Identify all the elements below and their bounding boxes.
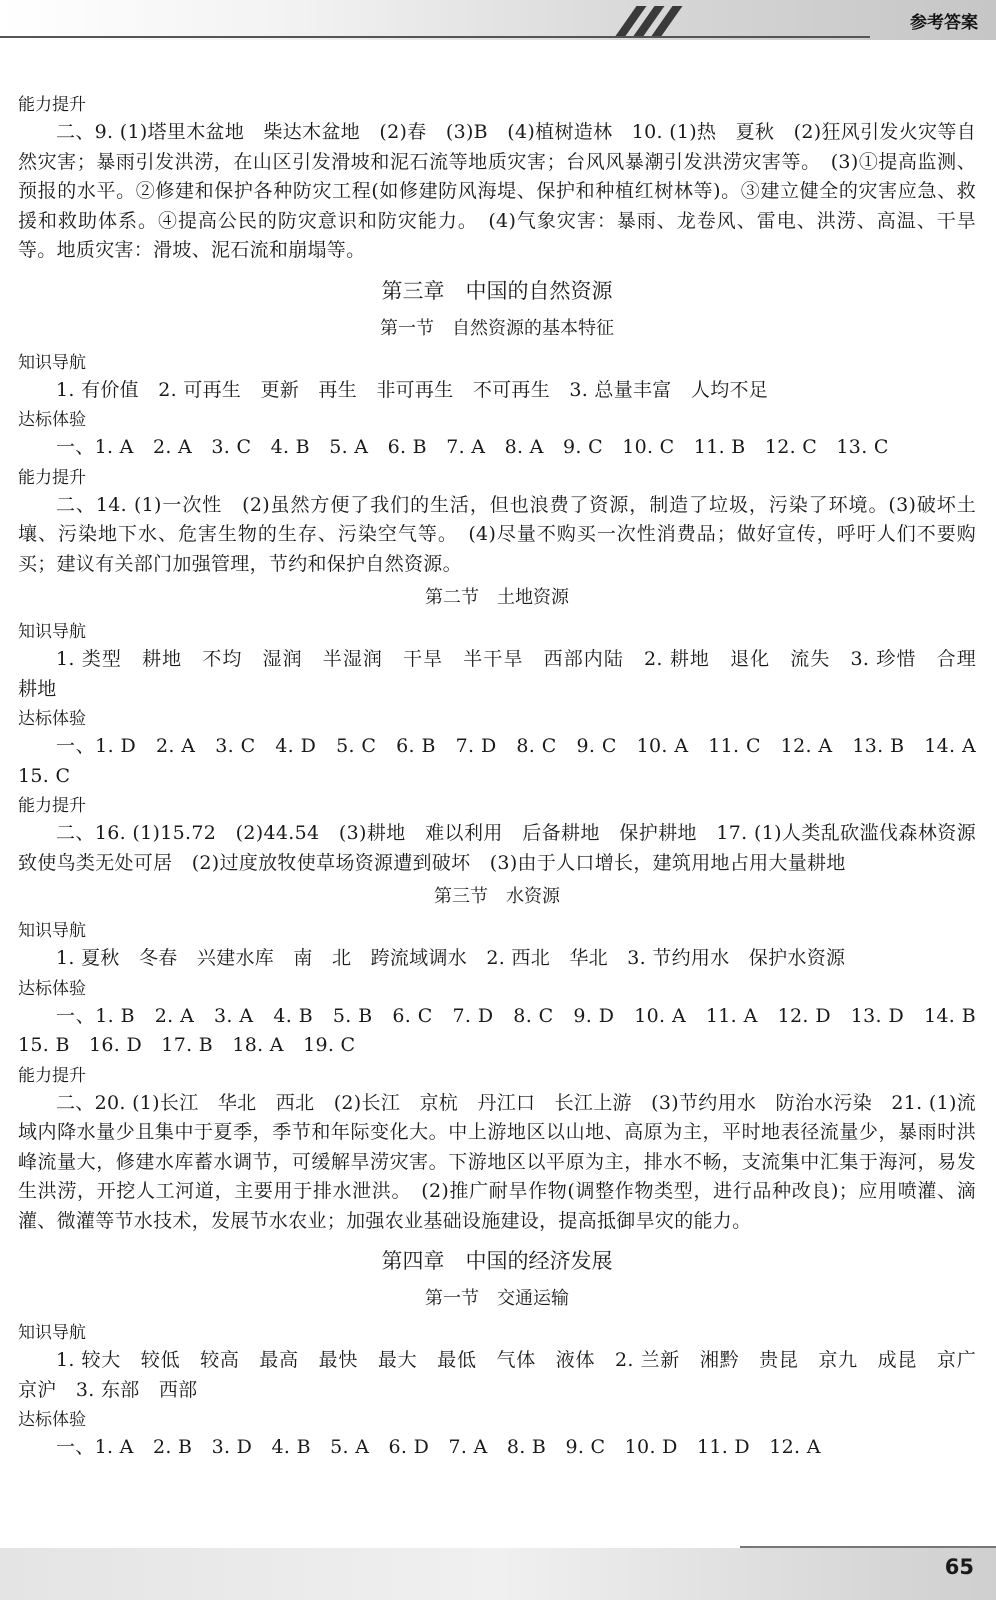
header-title: 参考答案 (910, 13, 978, 33)
answer-paragraph: 一、1. A 2. A 3. C 4. B 5. A 6. B 7. A 8. A 9. C 10. C 11. B 12. C 13. C (56, 436, 889, 458)
page-number: 65 (944, 1555, 974, 1579)
answer-paragraph: 1. 夏秋 冬春 兴建水库 南 北 跨流域调水 2. 西北 华北 3. 节约用水 保护水资源 (56, 947, 846, 969)
section-label: 达标体验 (18, 410, 86, 430)
header-rule (0, 36, 870, 38)
section-label: 能力提升 (18, 95, 86, 115)
answer-content (18, 92, 996, 1465)
header-band (0, 0, 996, 40)
section-label: 达标体验 (18, 709, 86, 729)
answer-paragraph: 二、20. (1)长江 华北 西北 (2)长江 京杭 丹江口 长江上游 (3)节约用水 防治水污染 21. (1)流域内降水量少且集中于夏季，季节和年际变化大。中上游地区以山地、高原为主，平时地表径流量少，暴雨时洪峰流量大，修建水库蓄水调节，可缓解旱涝灾害。下游地区以平原为主，排水不畅，支流集中汇集于海河，易发生洪涝，开挖人工河道，主要用于排水泄洪。 (2)推广耐旱作物(调整作物类型，进行品种改良)；应用喷灌、滴灌、微灌等节水技术，发展节水农业；加强农业基础设施建设，提高抵御旱灾的能力。 (18, 1091, 976, 1232)
answer-paragraph: 一、1. D 2. A 3. C 4. D 5. C 6. B 7. D 8. C 9. C 10. A 11. C 12. A 13. B 14. A 15. C (18, 735, 996, 787)
section-title: 第三节 水资源 (434, 886, 560, 907)
section-label: 能力提升 (18, 796, 86, 816)
section-label: 知识导航 (18, 1323, 86, 1343)
answer-paragraph: 一、1. B 2. A 3. A 4. B 5. B 6. C 7. D 8. C 9. D 10. A 11. A 12. D 13. D 14. B 15. B 16. D 17. B 18. A 19. C (18, 1004, 996, 1056)
section-title: 第一节 自然资源的基本特征 (380, 317, 614, 339)
section-label: 达标体验 (18, 978, 86, 999)
answer-paragraph: 二、16. (1)15.72 (2)44.54 (3)耕地 难以利用 后备耕地 保护耕地 17. (1)人类乱砍滥伐森林资源致使鸟类无处可居 (2)过度放牧使草场资源遭到破坏 (3)由于人口增长，建筑用地占用大量耕地 (18, 822, 976, 874)
answer-paragraph: 二、9. (1)塔里木盆地 柴达木盆地 (2)春 (3)B (4)植树造林 10. (1)热 夏秋 (2)狂风引发火灾等自然灾害；暴雨引发洪涝，在山区引发滑坡和泥石流等地质灾害；台风风暴潮引发洪涝灾害等。 (3)①提高监测、预报的水平。②修建和保护各种防灾工程(如修建防风海堤、保护和种植红树林等)。③建立健全的灾害应急、救援和救助体系。④提高公民的防灾意识和防灾能力。 (4)气象灾害：暴雨、龙卷风、雷电、洪涝、高温、干旱等。地质灾害：滑坡、泥石流和崩塌等。 (18, 121, 976, 261)
section-label: 知识导航 (18, 921, 86, 941)
section-label: 知识导航 (18, 352, 86, 373)
footer-band (0, 1548, 996, 1600)
section-label: 能力提升 (18, 1065, 86, 1086)
section-title: 第一节 交通运输 (425, 1288, 569, 1309)
chapter-title: 第四章 中国的经济发展 (381, 1249, 613, 1273)
answer-paragraph: 一、1. A 2. B 3. D 4. B 5. A 6. D 7. A 8. B 9. C 10. D 11. D 12. A (56, 1436, 821, 1458)
footer-rule (740, 1546, 996, 1548)
answer-paragraph: 二、14. (1)一次性 (2)虽然方便了我们的生活，但也浪费了资源，制造了垃圾，污染了环境。(3)破坏土壤、污染地下水、危害生物的生存、污染空气等。 (4)尽量不购买一次性消费品；做好宣传，呼吁人们不要购买；建议有关部门加强管理，节约和保护自然资源。 (18, 493, 976, 575)
answer-paragraph: 1. 较大 较低 较高 最高 最快 最大 最低 气体 液体 2. 兰新 湘黔 贵昆 京九 成昆 京广 京沪 3. 东部 西部 (18, 1349, 996, 1401)
section-label: 达标体验 (18, 1410, 86, 1430)
section-title: 第二节 土地资源 (425, 587, 569, 608)
section-label: 能力提升 (18, 467, 86, 488)
answer-paragraph: 1. 类型 耕地 不均 湿润 半湿润 干旱 半干旱 西部内陆 2. 耕地 退化 流失 3. 珍惜 合理 耕地 (18, 648, 996, 700)
answer-paragraph: 1. 有价值 2. 可再生 更新 再生 非可再生 不可再生 3. 总量丰富 人均不足 (56, 378, 769, 401)
section-label: 知识导航 (18, 622, 86, 642)
chapter-title: 第三章 中国的自然资源 (381, 278, 613, 303)
